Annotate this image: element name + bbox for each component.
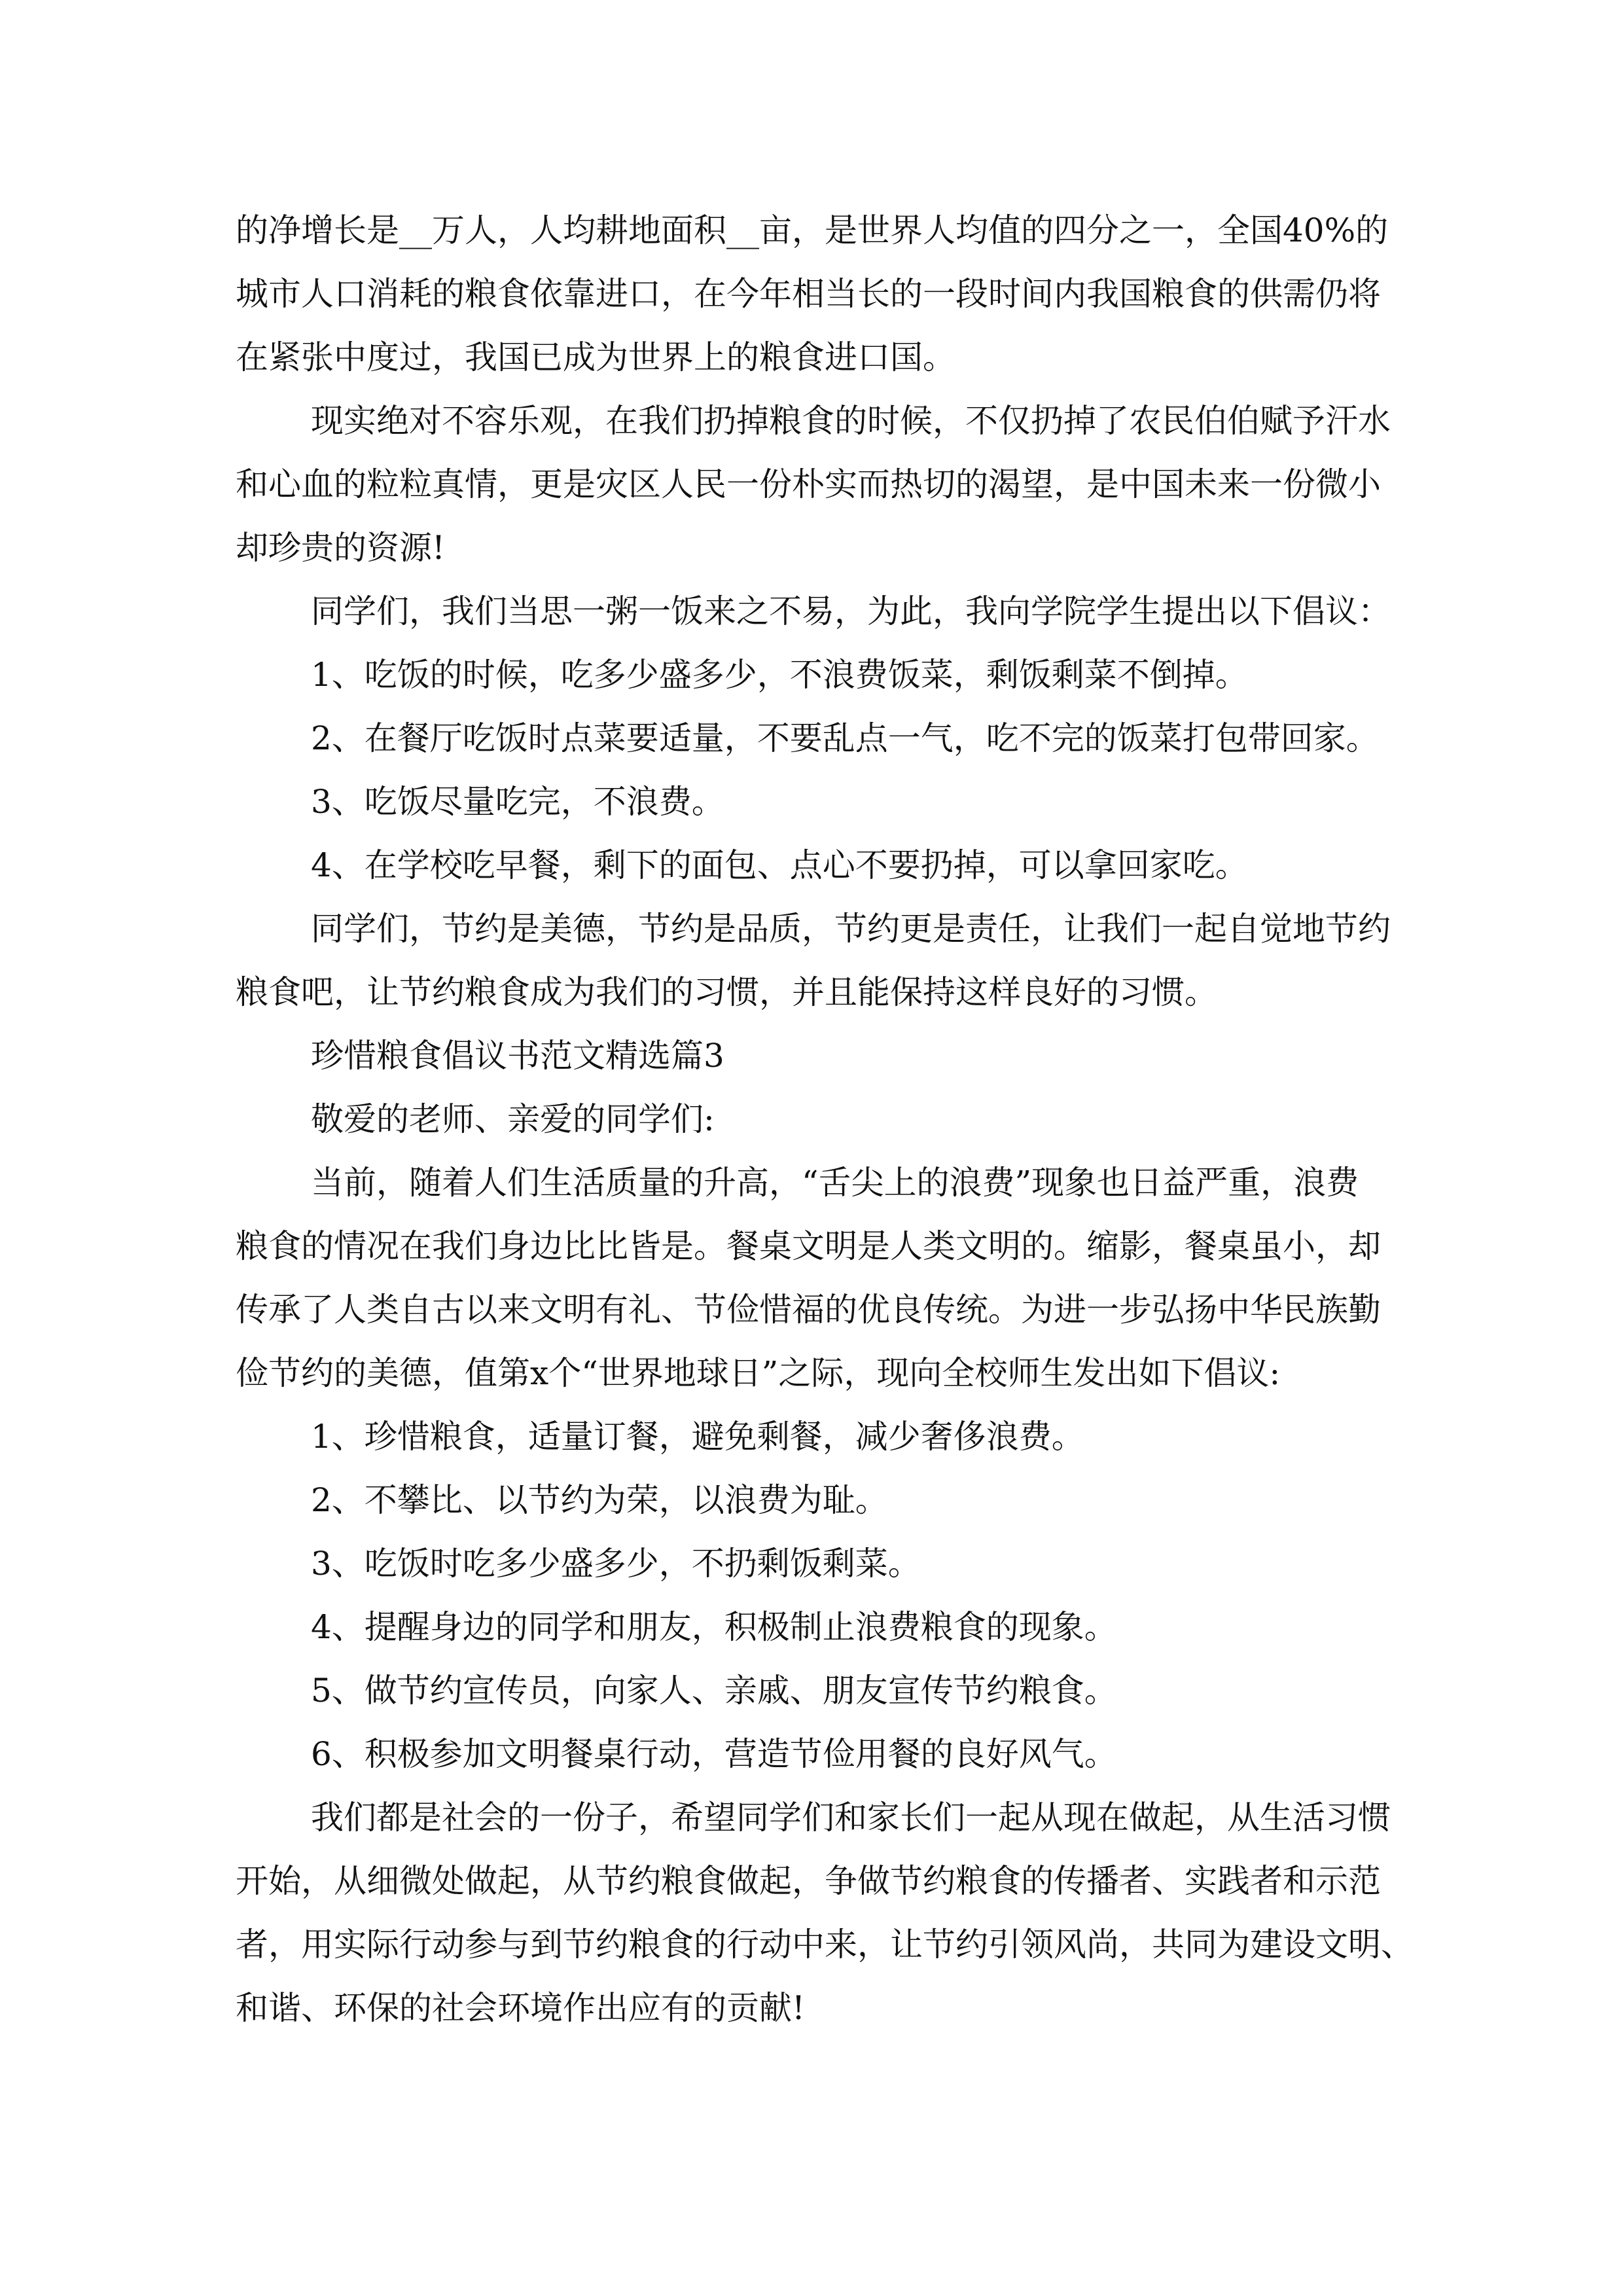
body-text-line: 者，用实际行动参与到节约粮食的行动中来，让节约引领风尚，共同为建设文明、 bbox=[236, 1926, 1414, 1964]
body-text-line: 在紧张中度过，我国已成为世界上的粮食进口国。 bbox=[236, 338, 955, 376]
salutation: 敬爱的老师、亲爱的同学们: bbox=[311, 1100, 715, 1138]
list-item: 3、吃饭尽量吃完，不浪费。 bbox=[311, 783, 724, 821]
paragraph-start-line: 我们都是社会的一份子，希望同学们和家长们一起从现在做起，从生活习惯 bbox=[311, 1799, 1391, 1837]
list-item: 6、积极参加文明餐桌行动，营造节俭用餐的良好风气。 bbox=[311, 1735, 1117, 1773]
paragraph-start-line: 当前，随着人们生活质量的升高，“舌尖上的浪费”现象也日益严重，浪费 bbox=[311, 1164, 1359, 1202]
section-heading: 珍惜粮食倡议书范文精选篇3 bbox=[311, 1037, 724, 1075]
body-text-line: 开始，从细微处做起，从节约粮食做起，争做节约粮食的传播者、实践者和示范 bbox=[236, 1862, 1381, 1900]
body-text-line: 和心血的粒粒真情，更是灾区人民一份朴实而热切的渴望，是中国未来一份微小 bbox=[236, 465, 1381, 503]
body-text-line: 却珍贵的资源! bbox=[236, 529, 446, 567]
body-text-line: 的净增长是__万人，人均耕地面积__亩，是世界人均值的四分之一，全国40%的 bbox=[236, 211, 1389, 249]
list-item: 2、在餐厅吃饭时点菜要适量，不要乱点一气，吃不完的饭菜打包带回家。 bbox=[311, 719, 1379, 757]
body-text-line: 和谐、环保的社会环境作出应有的贡献! bbox=[236, 1989, 806, 2027]
list-item: 1、吃饭的时候，吃多少盛多少，不浪费饭菜，剩饭剩菜不倒掉。 bbox=[311, 656, 1248, 694]
paragraph-start-line: 现实绝对不容乐观，在我们扔掉粮食的时候，不仅扔掉了农民伯伯赋予汗水 bbox=[311, 402, 1391, 440]
body-text-line: 城市人口消耗的粮食依靠进口，在今年相当长的一段时间内我国粮食的供需仍将 bbox=[236, 275, 1381, 313]
body-text-line: 粮食的情况在我们身边比比皆是。餐桌文明是人类文明的。缩影，餐桌虽小，却 bbox=[236, 1227, 1381, 1265]
list-item: 3、吃饭时吃多少盛多少，不扔剩饭剩菜。 bbox=[311, 1545, 921, 1583]
list-item: 4、提醒身边的同学和朋友，积极制止浪费粮食的现象。 bbox=[311, 1608, 1117, 1646]
list-item: 4、在学校吃早餐，剩下的面包、点心不要扔掉，可以拿回家吃。 bbox=[311, 846, 1248, 884]
paragraph-start-line: 同学们，节约是美德，节约是品质，节约更是责任，让我们一起自觉地节约 bbox=[311, 910, 1391, 948]
list-item: 5、做节约宣传员，向家人、亲戚、朋友宣传节约粮食。 bbox=[311, 1672, 1117, 1710]
list-item: 2、不攀比、以节约为荣，以浪费为耻。 bbox=[311, 1481, 888, 1519]
body-text-line: 俭节约的美德，值第x个“世界地球日”之际，现向全校师生发出如下倡议: bbox=[236, 1354, 1281, 1392]
paragraph-start-line: 同学们，我们当思一粥一饭来之不易，为此，我向学院学生提出以下倡议： bbox=[311, 592, 1391, 630]
body-text-line: 传承了人类自古以来文明有礼、节俭惜福的优良传统。为进一步弘扬中华民族勤 bbox=[236, 1291, 1381, 1329]
body-text-line: 粮食吧，让节约粮食成为我们的习惯，并且能保持这样良好的习惯。 bbox=[236, 973, 1217, 1011]
list-item: 1、珍惜粮食，适量订餐，避免剩餐，减少奢侈浪费。 bbox=[311, 1418, 1084, 1456]
